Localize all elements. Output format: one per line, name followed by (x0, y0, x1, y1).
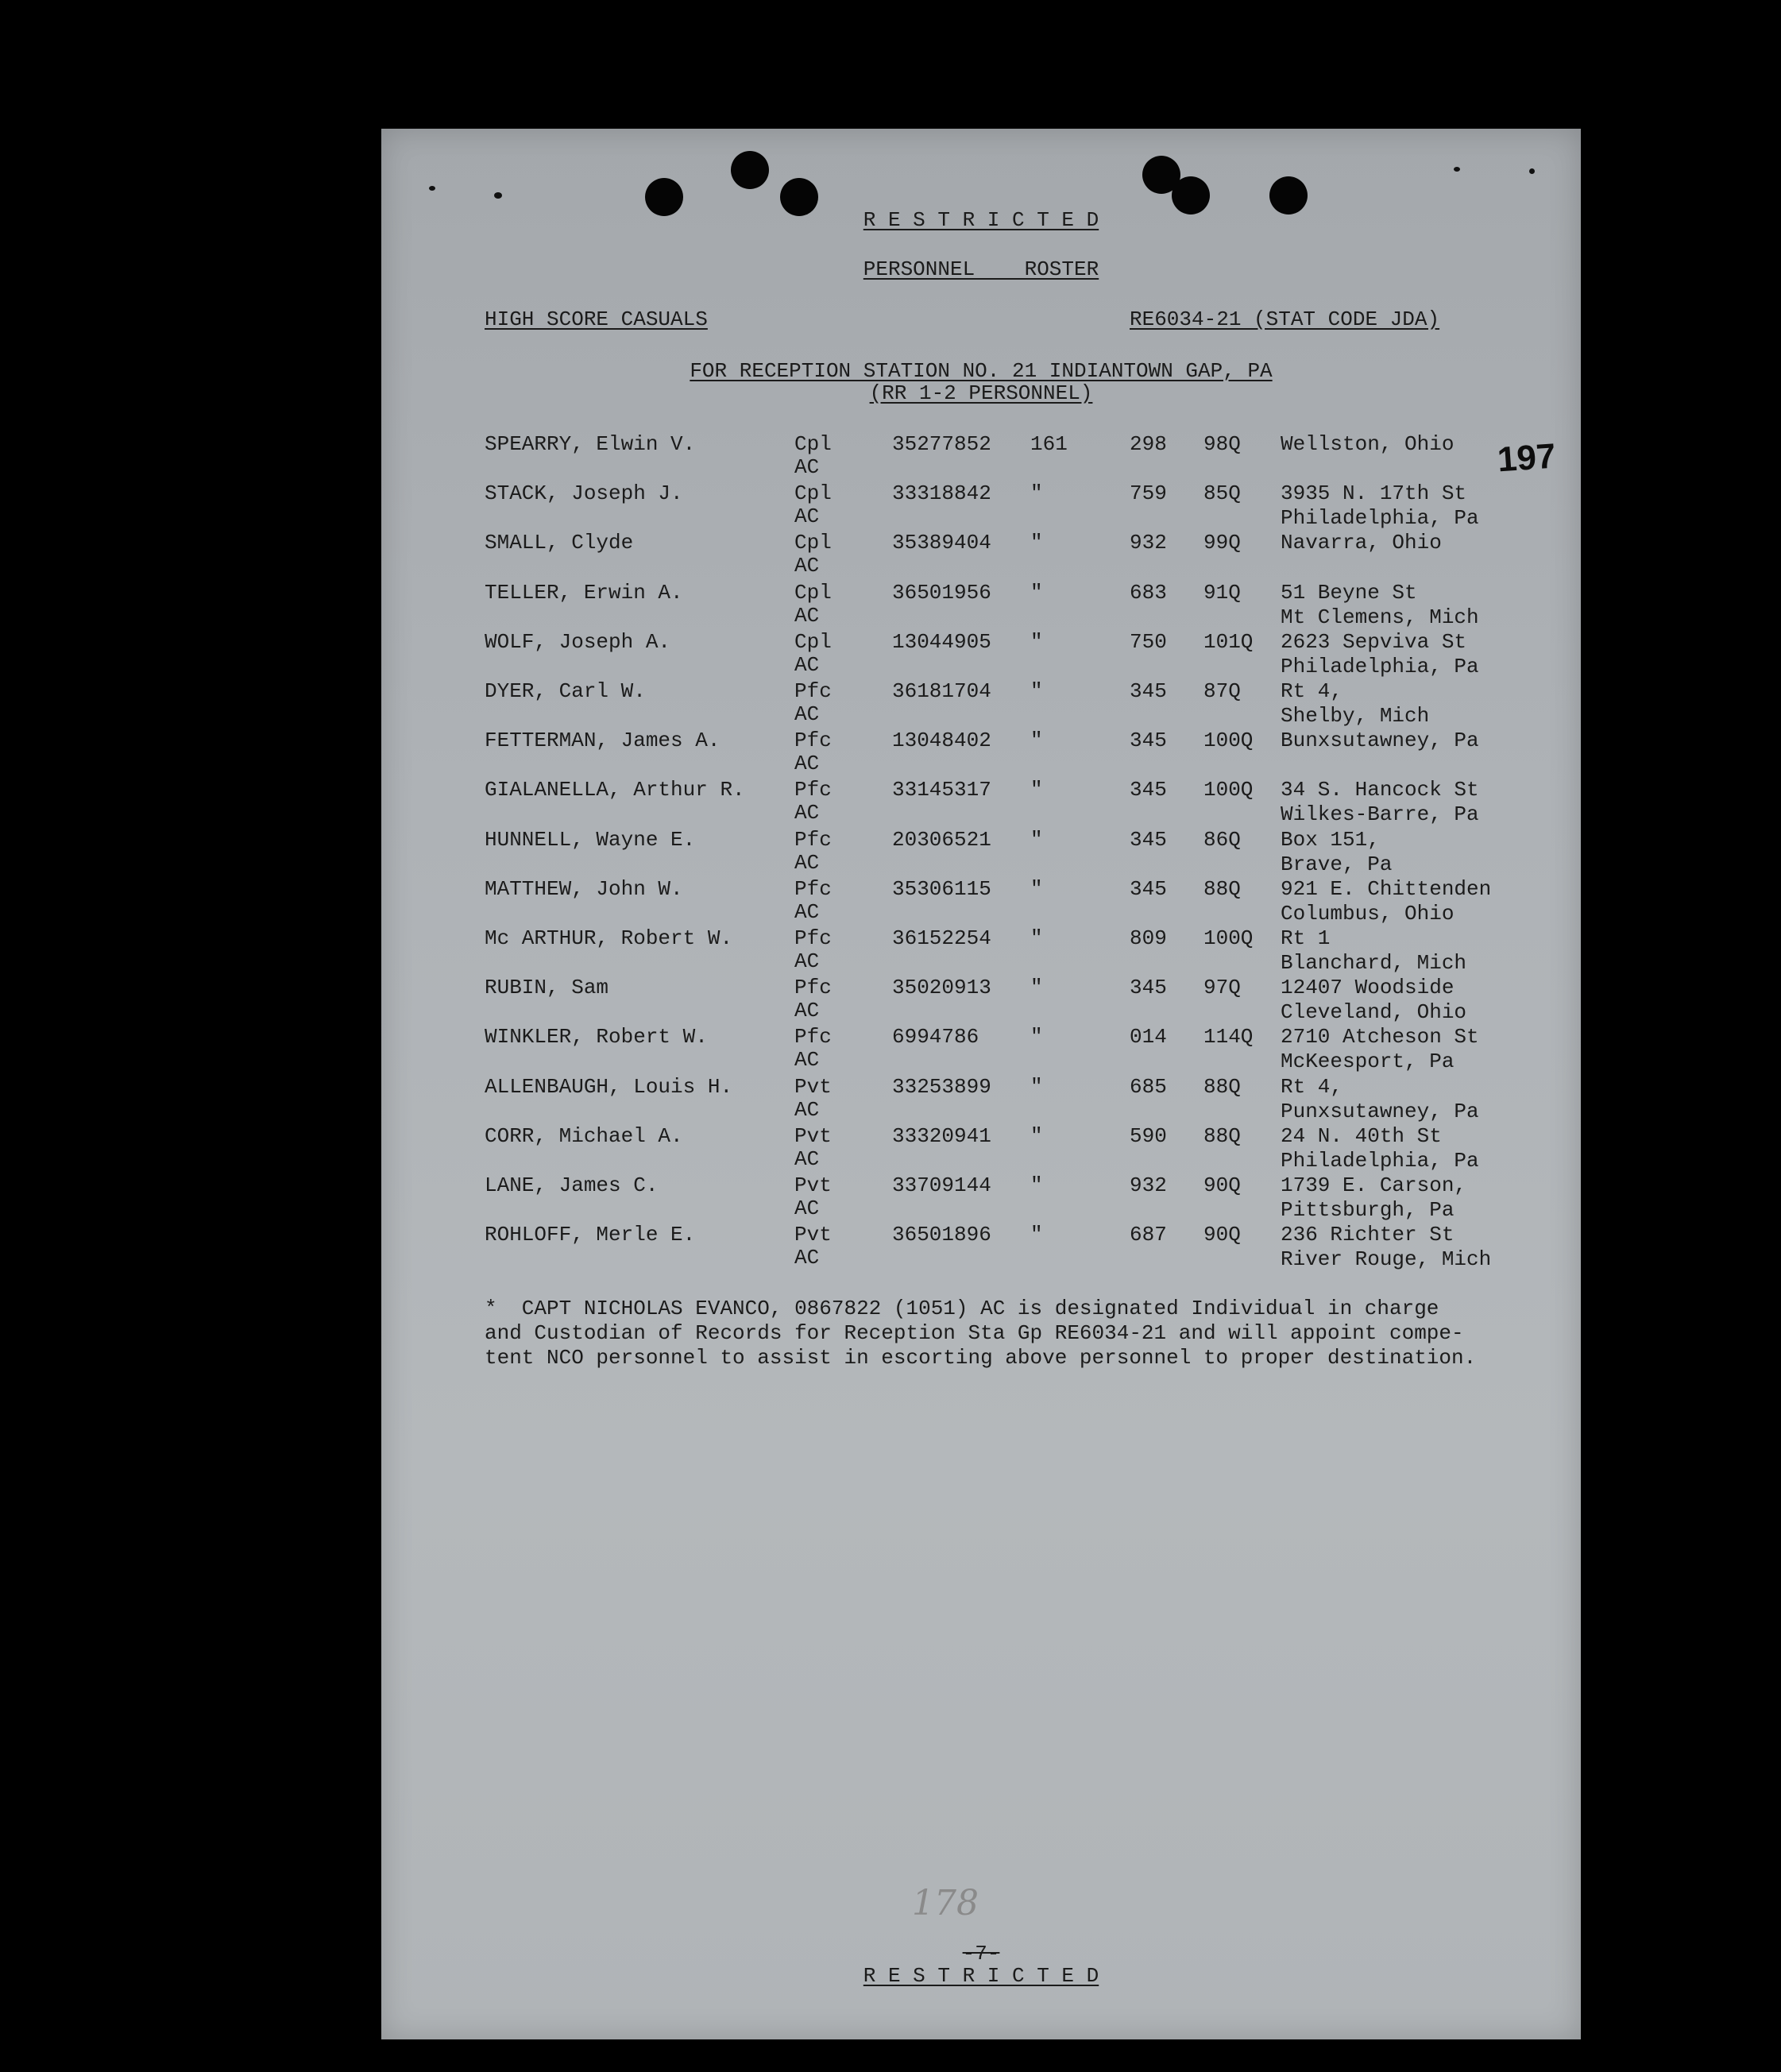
roster-row (381, 432, 1581, 481)
code: " (1030, 1025, 1043, 1050)
score: 114Q (1203, 1025, 1254, 1050)
branch: AC (794, 752, 820, 776)
ink-mark (1529, 168, 1535, 174)
document-type: PERSONNEL ROSTER (863, 257, 1099, 281)
code: " (1030, 827, 1043, 852)
soldier-name: CORR, Michael A. (485, 1123, 683, 1148)
rr-line: (RR 1-2 PERSONNEL) (869, 381, 1093, 405)
rank: Cpl (794, 432, 832, 456)
roster-row (381, 778, 1581, 827)
address-line-1: 34 S. Hancock St (1281, 778, 1479, 802)
branch: AC (794, 1196, 820, 1220)
ink-mark (429, 186, 435, 191)
mos-number: 683 (1130, 580, 1167, 605)
rank: Pfc (794, 729, 832, 753)
mos-number: 932 (1130, 531, 1167, 555)
serial-number: 36152254 (892, 926, 991, 950)
code: " (1030, 1123, 1043, 1148)
address-line-2: McKeesport, Pa (1281, 1050, 1455, 1074)
document-page (381, 129, 1581, 2039)
address-line-2: Mt Clemens, Mich (1281, 605, 1479, 629)
soldier-name: WOLF, Joseph A. (485, 629, 671, 654)
branch: AC (794, 801, 820, 825)
address-line-2: Wilkes-Barre, Pa (1281, 802, 1479, 827)
rank: Pvt (794, 1223, 832, 1247)
address-line-1: Box 151, (1281, 827, 1380, 852)
pencil-number: 178 (912, 1883, 979, 1923)
soldier-name: TELLER, Erwin A. (485, 580, 683, 605)
score: 88Q (1203, 1074, 1241, 1099)
roster-row (381, 531, 1581, 580)
group-title: HIGH SCORE CASUALS (485, 307, 708, 331)
roster-row (381, 1124, 1581, 1173)
code: " (1030, 729, 1043, 753)
mos-number: 932 (1130, 1173, 1167, 1197)
rank: Pfc (794, 926, 832, 950)
classification-top: R E S T R I C T E D (863, 208, 1099, 232)
rank: Pfc (794, 679, 832, 703)
address-line-1: Bunxsutawney, Pa (1281, 729, 1479, 753)
rank: Pvt (794, 1074, 832, 1099)
custodian-note (485, 1297, 1533, 1370)
code: " (1030, 976, 1043, 1000)
address-line-1: 51 Beyne St (1281, 580, 1417, 605)
soldier-name: SMALL, Clyde (485, 531, 634, 555)
address-line-2: Shelby, Mich (1281, 704, 1430, 728)
roster-row (381, 630, 1581, 679)
mos-number: 345 (1130, 778, 1167, 802)
roster-row (381, 1173, 1581, 1223)
address-line-1: Wellston, Ohio (1281, 432, 1455, 456)
address-line-1: 2623 Sepviva St (1281, 629, 1467, 654)
code: " (1030, 1074, 1043, 1099)
serial-number: 20306521 (892, 827, 991, 852)
address-line-2: Philadelphia, Pa (1281, 1148, 1479, 1173)
mos-number: 345 (1130, 976, 1167, 1000)
rank: Pfc (794, 778, 832, 802)
code: " (1030, 679, 1043, 703)
soldier-name: LANE, James C. (485, 1173, 659, 1197)
roster-row (381, 679, 1581, 729)
score: 97Q (1203, 976, 1241, 1000)
soldier-name: ROHLOFF, Merle E. (485, 1223, 696, 1247)
score: 88Q (1203, 1123, 1241, 1148)
branch: AC (794, 999, 820, 1023)
roster-row (381, 1025, 1581, 1074)
code: " (1030, 531, 1043, 555)
rank: Cpl (794, 580, 832, 605)
score: 100Q (1203, 778, 1254, 802)
soldier-name: HUNNELL, Wayne E. (485, 827, 696, 852)
mos-number: 685 (1130, 1074, 1167, 1099)
soldier-name: SPEARRY, Elwin V. (485, 432, 696, 456)
branch: AC (794, 504, 820, 529)
address-line-1: Navarra, Ohio (1281, 531, 1442, 555)
serial-number: 35277852 (892, 432, 991, 456)
serial-number: 33145317 (892, 778, 991, 802)
roster-row (381, 481, 1581, 531)
rank: Pfc (794, 876, 832, 901)
classification-bottom: R E S T R I C T E D (863, 1964, 1099, 1988)
code: 161 (1030, 432, 1068, 456)
address-line-2: River Rouge, Mich (1281, 1247, 1492, 1272)
mos-number: 345 (1130, 876, 1167, 901)
address-line-1: 236 Richter St (1281, 1223, 1455, 1247)
rank: Cpl (794, 629, 832, 654)
address-line-2: Brave, Pa (1281, 852, 1393, 876)
mos-number: 750 (1130, 629, 1167, 654)
branch: AC (794, 702, 820, 726)
note-line: and Custodian of Records for Reception Sta Gp RE6034-21 and will appoint compe- (485, 1321, 1464, 1345)
score: 100Q (1203, 729, 1254, 753)
address-line-2: Philadelphia, Pa (1281, 654, 1479, 678)
serial-number: 36501896 (892, 1223, 991, 1247)
branch: AC (794, 949, 820, 973)
mos-number: 345 (1130, 729, 1167, 753)
soldier-name: RUBIN, Sam (485, 976, 609, 1000)
serial-number: 36181704 (892, 679, 991, 703)
roster-row (381, 729, 1581, 778)
address-line-1: 12407 Woodside (1281, 976, 1455, 1000)
roster-row (381, 1223, 1581, 1272)
rank: Pfc (794, 1025, 832, 1050)
page-number: -7- (962, 1942, 1000, 1966)
soldier-name: ALLENBAUGH, Louis H. (485, 1074, 733, 1099)
branch: AC (794, 1097, 820, 1122)
ink-mark (1454, 167, 1460, 172)
score: 90Q (1203, 1173, 1241, 1197)
roster-row (381, 828, 1581, 877)
serial-number: 33320941 (892, 1123, 991, 1148)
roster-row (381, 581, 1581, 630)
station-line: FOR RECEPTION STATION NO. 21 INDIANTOWN GAP, PA (690, 359, 1273, 383)
mos-number: 590 (1130, 1123, 1167, 1148)
serial-number: 36501956 (892, 580, 991, 605)
serial-number: 13048402 (892, 729, 991, 753)
address-line-2: Philadelphia, Pa (1281, 506, 1479, 531)
code: " (1030, 1173, 1043, 1197)
address-line-2: Cleveland, Ohio (1281, 1000, 1467, 1025)
score: 88Q (1203, 876, 1241, 901)
branch: AC (794, 554, 820, 578)
serial-number: 33709144 (892, 1173, 991, 1197)
mos-number: 345 (1130, 827, 1167, 852)
branch: AC (794, 603, 820, 628)
address-line-1: 921 E. Chittenden (1281, 876, 1492, 901)
mos-number: 809 (1130, 926, 1167, 950)
roster-row (381, 1075, 1581, 1124)
punch-hole (731, 151, 769, 189)
score: 90Q (1203, 1223, 1241, 1247)
address-line-1: 3935 N. 17th St (1281, 481, 1467, 506)
code: " (1030, 1223, 1043, 1247)
serial-number: 33253899 (892, 1074, 991, 1099)
soldier-name: DYER, Carl W. (485, 679, 646, 703)
address-line-1: 2710 Atcheson St (1281, 1025, 1479, 1050)
address-line-2: Columbus, Ohio (1281, 901, 1455, 926)
group-code: RE6034-21 (STAT CODE JDA) (1130, 307, 1440, 331)
code: " (1030, 778, 1043, 802)
serial-number: 35020913 (892, 976, 991, 1000)
soldier-name: MATTHEW, John W. (485, 876, 683, 901)
roster-row (381, 926, 1581, 976)
roster-row (381, 877, 1581, 926)
code: " (1030, 876, 1043, 901)
score: 85Q (1203, 481, 1241, 506)
rank: Pvt (794, 1123, 832, 1148)
score: 99Q (1203, 531, 1241, 555)
address-line-1: Rt 1 (1281, 926, 1331, 950)
code: " (1030, 926, 1043, 950)
mos-number: 014 (1130, 1025, 1167, 1050)
code: " (1030, 580, 1043, 605)
score: 91Q (1203, 580, 1241, 605)
address-line-1: 24 N. 40th St (1281, 1123, 1442, 1148)
soldier-name: FETTERMAN, James A. (485, 729, 721, 753)
soldier-name: Mc ARTHUR, Robert W. (485, 926, 733, 950)
mos-number: 687 (1130, 1223, 1167, 1247)
serial-number: 35389404 (892, 531, 991, 555)
branch: AC (794, 1146, 820, 1171)
score: 101Q (1203, 629, 1254, 654)
serial-number: 13044905 (892, 629, 991, 654)
address-line-1: 1739 E. Carson, (1281, 1173, 1467, 1197)
branch: AC (794, 652, 820, 677)
branch: AC (794, 1048, 820, 1073)
mos-number: 759 (1130, 481, 1167, 506)
code: " (1030, 629, 1043, 654)
mos-number: 345 (1130, 679, 1167, 703)
branch: AC (794, 899, 820, 924)
soldier-name: GIALANELLA, Arthur R. (485, 778, 745, 802)
rank: Cpl (794, 531, 832, 555)
address-line-2: Blanchard, Mich (1281, 951, 1467, 975)
score: 98Q (1203, 432, 1241, 456)
rank: Pfc (794, 827, 832, 852)
address-line-1: Rt 4, (1281, 1074, 1343, 1099)
branch: AC (794, 850, 820, 875)
ink-mark (494, 192, 502, 199)
branch: AC (794, 1246, 820, 1270)
note-line: * CAPT NICHOLAS EVANCO, 0867822 (1051) AC is designated Individual in charge (485, 1297, 1439, 1320)
rank: Pvt (794, 1173, 832, 1197)
score: 86Q (1203, 827, 1241, 852)
serial-number: 33318842 (892, 481, 991, 506)
stamped-number: 197 (1496, 436, 1558, 480)
rank: Pfc (794, 976, 832, 1000)
score: 100Q (1203, 926, 1254, 950)
soldier-name: STACK, Joseph J. (485, 481, 683, 506)
address-line-1: Rt 4, (1281, 679, 1343, 703)
address-line-2: Pittsburgh, Pa (1281, 1198, 1455, 1222)
mos-number: 298 (1130, 432, 1167, 456)
soldier-name: WINKLER, Robert W. (485, 1025, 708, 1050)
address-line-2: Punxsutawney, Pa (1281, 1099, 1479, 1123)
score: 87Q (1203, 679, 1241, 703)
note-line: tent NCO personnel to assist in escorting above personnel to proper destination. (485, 1346, 1477, 1370)
branch: AC (794, 455, 820, 479)
serial-number: 6994786 (892, 1025, 979, 1050)
serial-number: 35306115 (892, 876, 991, 901)
roster-row (381, 976, 1581, 1025)
code: " (1030, 481, 1043, 506)
rank: Cpl (794, 481, 832, 506)
